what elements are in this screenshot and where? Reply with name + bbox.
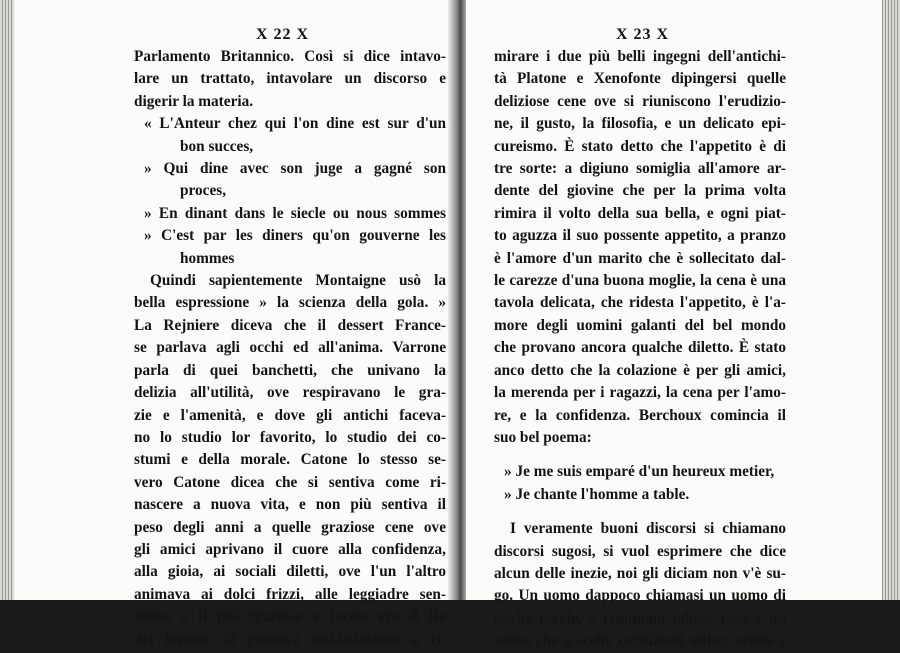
left-page	[14, 0, 452, 648]
text-line: che provano ancora qualche diletto. È stato	[494, 339, 786, 357]
text-line: « L'Anteur chez qui l'on dine est sur d'un	[144, 115, 446, 133]
text-line: del festino. Si provava soddisfazione a ri-	[134, 630, 446, 648]
right-page-text	[494, 46, 786, 653]
text-line: ne, il gusto, la filosofia, e un delicato epi-	[494, 115, 786, 133]
paragraph-gap	[494, 449, 786, 461]
text-line: bon succes,	[180, 137, 254, 155]
text-line: tavola delicata, che ridesta l'appetito, è l'a-	[494, 294, 786, 312]
right-page	[466, 0, 886, 650]
text-line: cureismo. È stato detto che l'appetito è di	[494, 137, 786, 155]
text-line: tà Platone e Xenofonte dipingersi quelle	[494, 70, 786, 88]
text-line: to aguzza il suo possente appetito, a pranzo	[494, 227, 786, 245]
text-line: delizia all'utilità, ove respiravano le gra-	[134, 384, 446, 402]
text-line: poche tavole, » tamquam tabula rasa » un	[494, 609, 786, 627]
text-line: digerir la materia.	[134, 92, 254, 110]
text-line: more degli uomini galanti del bel mondo	[494, 316, 786, 334]
text-line: hommes	[180, 249, 235, 267]
text-line: La Rejniere diceva che il dessert France-	[134, 316, 446, 334]
text-line: se parlava agli occhi ed all'anima. Varrone	[134, 339, 446, 357]
text-line: go. Un uomo dappoco chiamasi un uomo di	[494, 587, 786, 605]
text-line: suo bel poema:	[494, 428, 592, 446]
paragraph-gap	[494, 506, 786, 518]
text-line: tre sorte: a digiuno somiglia all'amore ar-	[494, 160, 786, 178]
page-stack-right-edge	[882, 0, 900, 600]
text-line: animava ai dolci frizzi, alle leggiadre sen-	[134, 585, 446, 603]
text-line: » En dinant dans le siecle ou nous sommes	[144, 204, 446, 222]
page-number-22: X 22 X	[256, 26, 310, 43]
text-line: » Je me suis emparé d'un heureux metier,	[504, 463, 775, 481]
text-line: bella espressione » la scienza della gola. »	[134, 294, 446, 312]
text-line: » C'est par les diners qu'on gouverne les	[144, 227, 446, 245]
text-line: I veramente buoni discorsi si chiamano	[510, 520, 786, 538]
text-line: uomo che a scelte cognizioni unisce senno e	[494, 632, 786, 650]
text-line: la merenda per i ragazzi, la cena per l'amo-	[494, 384, 786, 402]
text-line: proces,	[180, 182, 227, 200]
left-page-text	[134, 46, 446, 651]
text-line: peso degli anni a quelle graziose cene ove	[134, 518, 446, 536]
text-line: dente del giovine che per la prima volta	[494, 182, 786, 200]
text-line: stumi e della morale. Catone lo stesso se-	[134, 451, 446, 469]
text-line: » Je chante l'homme a table.	[504, 485, 690, 503]
text-line: re, e la confidenza. Berchoux comincia il	[494, 406, 786, 424]
text-line: alla gioia, ai sociali diletti, ove l'un l'altro	[134, 563, 446, 581]
text-line: no lo studio lor favorito, lo studio dei co-	[134, 428, 446, 446]
text-line: mirare i due più belli ingegni dell'antichi-	[494, 48, 786, 65]
text-line: deliziose cene ove si riuniscono l'erudizio-	[494, 92, 786, 110]
text-line: gli amici aprivano il cuore alla confidenza,	[134, 540, 446, 558]
text-line: nascere a nuova vita, e non più sentiva il	[134, 496, 446, 514]
text-line: lare un trattato, intavolare un discorso e	[134, 70, 446, 88]
text-line: Quindi sapientemente Montaigne usò la	[150, 272, 446, 290]
text-line: vero Catone dicea che si sentiva come ri-	[134, 473, 446, 491]
text-line: discorsi sugosi, si vuol esprimere che dice	[494, 542, 786, 560]
text-line: » Qui dine avec son juge a gagné son	[144, 160, 446, 178]
text-line: parla di quei banchetti, che univano la	[134, 361, 446, 379]
text-line: è l'amore d'un marito che è sollecitato dal-	[494, 249, 786, 267]
page-number-23: X 23 X	[616, 26, 670, 43]
text-line: alcun delle inezie, noi gli diciam non v'è su-	[494, 564, 786, 582]
text-line: rimira il volto della sua bella, e ogni piat-	[494, 204, 786, 222]
text-line: le carezze d'una buona moglie, la cena è una	[494, 272, 786, 290]
text-line: Parlamento Britannico. Così si dice intavo-	[134, 48, 446, 65]
text-line: tenze, e il più grazioso e faceto era il Re	[134, 608, 446, 626]
text-line: anco detto che la colazione è per gli amici,	[494, 361, 786, 379]
text-line: zie e l'amenità, e dove gli antichi faceva-	[134, 406, 446, 424]
